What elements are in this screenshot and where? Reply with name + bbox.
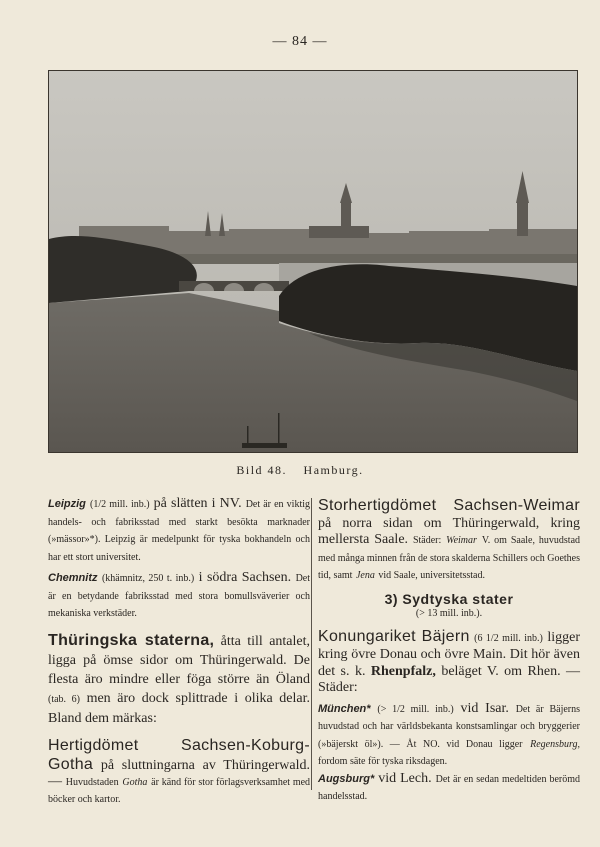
bayern-paragraph <box>318 627 580 697</box>
figure-caption <box>0 463 600 478</box>
chemnitz-lead: i södra Sachsen. <box>198 570 292 585</box>
left-column <box>48 496 310 808</box>
jena-city: Jena <box>355 570 375 581</box>
bayern-pop: (6 1/2 mill. inb.) <box>474 632 543 644</box>
column-divider <box>311 498 312 790</box>
munchen-paragraph <box>318 701 580 771</box>
munchen-text1: Det är Bäjerns huvudstad och har världsbekanta konstsamlingar och bryggerier (»bäjerskt öl»). — Åt NO. vid Donau ligger <box>318 703 581 750</box>
thuringen-text2: men äro dock splittrade i olika delar. Bland dem märkas: <box>48 690 310 726</box>
coburg-heading: Hertigdömet Sachsen-Koburg-Gotha <box>48 736 310 773</box>
weimar-lead: på norra sidan om Thüringerwald, kring mellersta Saale. <box>318 515 580 547</box>
leipzig-pop: (1/2 mill. inb.) <box>90 499 150 510</box>
weimar-paragraph <box>318 496 580 585</box>
thuringen-text1: åtta till antalet, ligga på ömse sidor om Thüringerwald. De flesta äro mindre eller föga större än Öland <box>48 633 311 687</box>
chemnitz-name: Chemnitz <box>48 572 98 584</box>
munchen-lead: vid Isar. <box>460 700 509 716</box>
weimar-text1: V. om Saale, huvudstad med många minnen från de stora skalderna Schillers och Goethes tid, samt <box>318 535 581 581</box>
leipzig-paragraph <box>48 496 310 566</box>
coburg-city: Gotha <box>122 776 148 788</box>
regensburg-city: Regensburg, <box>530 738 580 750</box>
weimar-heading: Storhertigdömet Sachsen-Weimar <box>318 497 580 514</box>
weimar-text2: vid Saale, universitetsstad. <box>378 570 485 581</box>
weimar-city: Weimar <box>446 535 477 546</box>
leipzig-body: Det är en viktig handels- och fabriksstad med starkt besökta marknader (»mässor»*). Leipzig är medelpunkt för tyska bokhandeln och har ett stort universitet. <box>48 499 310 563</box>
munchen-pop: (> 1/2 mill. inb.) <box>377 703 454 715</box>
coburg-text1: Huvudstaden <box>65 776 119 788</box>
augsburg-name: Augsburg* <box>318 772 375 785</box>
hamburg-illustration <box>49 71 577 452</box>
thuringen-heading: Thüringska staterna, <box>48 631 215 649</box>
chemnitz-body: Det är en betydande fabriksstad med stora bomullsväverier och mekaniska verkstäder. <box>48 573 311 619</box>
thuringen-paragraph <box>48 631 310 728</box>
coburg-lead: på sluttningarna av Thüringerwald. — <box>48 757 310 789</box>
bayern-lead2: beläget V. om Rhen. — Städer: <box>318 663 581 695</box>
coburg-text2: är känd för stor förlagsverksamhet med böcker och kartor. <box>48 776 311 805</box>
weimar-cities-label: Städer: <box>412 535 442 546</box>
page-number: — 84 — <box>272 34 328 49</box>
chemnitz-paragraph <box>48 570 310 623</box>
figure-label: Bild 48. <box>236 463 288 477</box>
coburg-paragraph <box>48 736 310 808</box>
bayern-heading: Konungariket Bäjern <box>318 627 470 645</box>
right-column <box>318 496 580 806</box>
bayern-lead: ligger kring övre Donau och övre Main. Dit hör även det s. k. <box>318 629 580 679</box>
augsburg-lead: vid Lech. <box>378 770 432 786</box>
sydtyska-title: 3) Sydtyska stater <box>384 590 514 607</box>
sydtyska-heading <box>318 590 580 621</box>
munchen-name: München* <box>318 702 371 715</box>
rhenpfalz-region: Rhenpfalz, <box>370 663 436 679</box>
augsburg-paragraph <box>318 771 580 806</box>
munchen-text2: fordom säte för tyska riksdagen. <box>318 756 448 767</box>
hamburg-photo <box>48 70 578 453</box>
figure-title: Hamburg. <box>303 463 364 477</box>
augsburg-body: Det är en sedan medeltiden berömd handelsstad. <box>318 773 580 802</box>
leipzig-lead: på slätten i NV. <box>153 496 242 511</box>
leipzig-name: Leipzig <box>48 498 86 510</box>
chemnitz-pop: (khämnitz, 250 t. inb.) <box>101 573 195 584</box>
thuringen-ref: (tab. 6) <box>48 693 80 705</box>
sydtyska-pop: (> 13 mill. inb.). <box>415 608 483 619</box>
